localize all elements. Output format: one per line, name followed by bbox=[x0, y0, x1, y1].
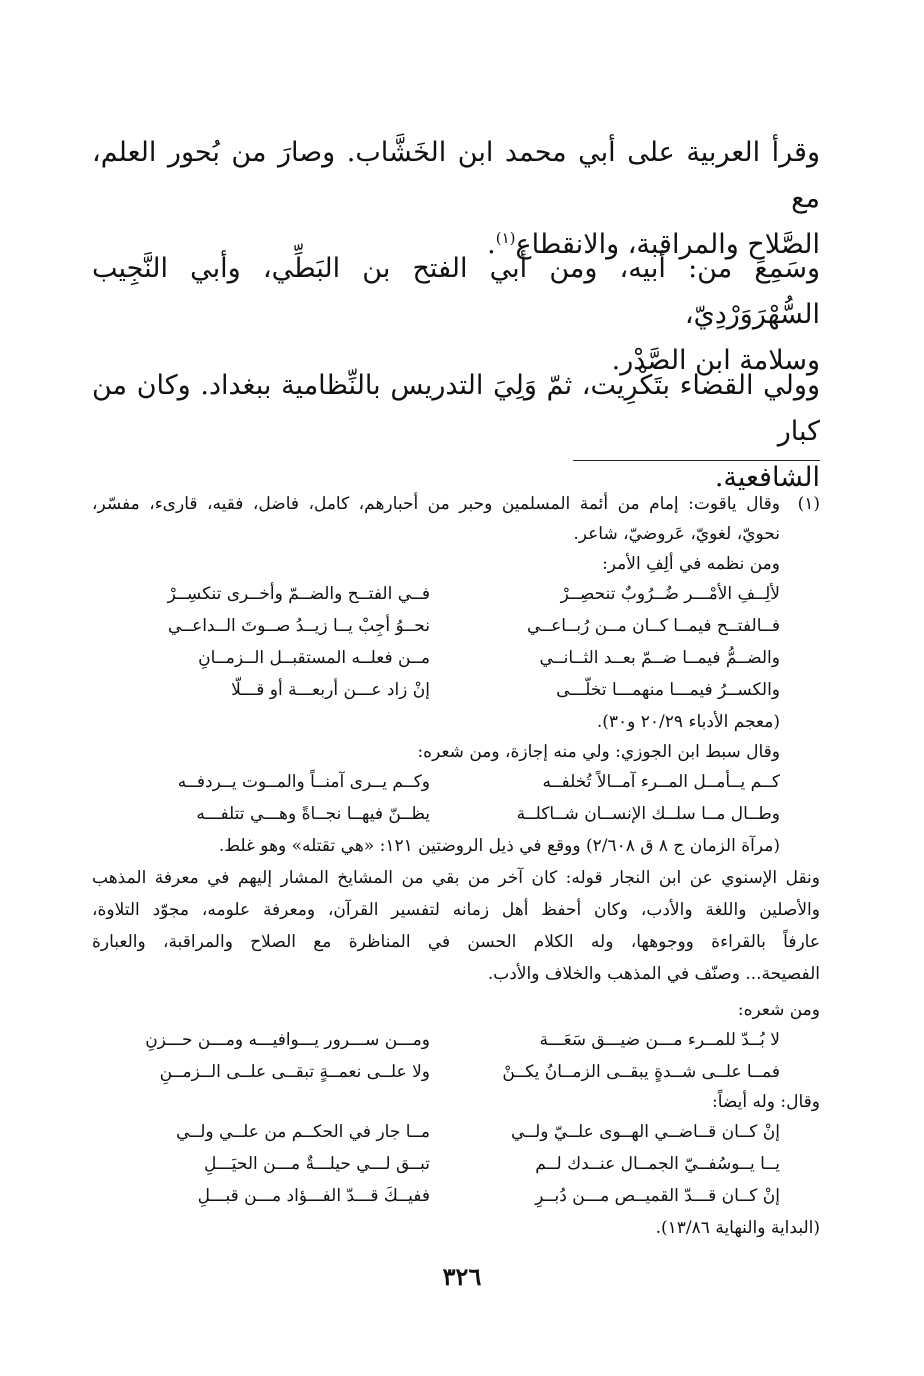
paragraph-1-line-1: وقرأ العربية على أبي محمد ابن الخَشَّاب. وصارَ من بُحور العلم، مع bbox=[92, 137, 820, 214]
source-citation-1: (معجم الأدباء ٢٠/٢٩ و٣٠). bbox=[596, 712, 780, 732]
verse-hemistich-left: وكــم يــرى آمنــاً والمــوت يــردفــه bbox=[177, 772, 430, 792]
verse-hemistich-left: نحــوُ أجِبْ يــا زيــدُ صــوتَ الــداعــي bbox=[167, 616, 430, 636]
verse-hemistich-right: إنْ كــان قـــدّ القميــص مـــن دُبــرِ bbox=[535, 1186, 780, 1206]
verse-3-2 bbox=[140, 1062, 780, 1090]
verse-hemistich-left: ففيــكَ قـــدّ الفـــؤاد مـــن قبـــلِ bbox=[197, 1186, 430, 1206]
verse-hemistich-left: فــي الفتــح والضــمّ وأخــرى تنكسِــرْ bbox=[167, 584, 430, 604]
verse-hemistich-right: لا بُــدّ للمــرء مـــن ضيـــق سَعَـــة bbox=[539, 1030, 780, 1050]
footnote-line-8: عارفاً بالقراءة ووجوهها، وله الكلام الحسن في المناظرة مع الصلاح والمراقبة، والعبارة bbox=[92, 932, 820, 952]
verse-hemistich-right: وطــال مــا سلــك الإنســان شــاكلــة bbox=[516, 804, 780, 824]
verse-1-2 bbox=[140, 616, 780, 644]
verse-hemistich-right: كــم يــأمــل المــرء آمــالاً تُخلفــه bbox=[542, 772, 780, 792]
footnote-line-11: وقال: وله أيضاً: bbox=[711, 1092, 820, 1112]
verse-hemistich-right: والضــمُّ فيمــا ضــمّ بعــد الثــانــي bbox=[539, 648, 780, 668]
paragraph-3-line-1: وولي القضاء بتَكْرِيت، ثمّ وَلِيَ التدريس بالنِّظامية ببغداد. وكان من كبار bbox=[92, 370, 820, 447]
paragraph-2-line-1: وسَمِعَ من: أبيه، ومن أبي الفتح بن البَطِّي، وأبي النَّجِيب السُّهْرَوَرْدِيّ، bbox=[92, 253, 820, 330]
footnote-line-1: وقال ياقوت: إمام من أئمة المسلمين وحبر من أحبارهم، كامل، فاضل، فقيه، قارىء، مفسّر، bbox=[92, 494, 780, 514]
verse-hemistich-left: إنْ زاد عـــن أربعـــة أو قـــلّا bbox=[231, 680, 430, 700]
verse-2-1 bbox=[140, 772, 780, 800]
verse-hemistich-left: مــا جار في الحكــم من علــي ولــي bbox=[176, 1122, 430, 1142]
verse-1-1 bbox=[140, 584, 780, 612]
footnote-divider bbox=[573, 460, 820, 461]
page-number: ٣٢٦ bbox=[442, 1262, 482, 1291]
footnote-marker: (١) bbox=[797, 494, 820, 514]
verse-2-2 bbox=[140, 804, 780, 832]
source-citation-2: (البداية والنهاية ١٣/٨٦). bbox=[655, 1218, 820, 1238]
verse-hemistich-right: فمــا علــى شــدةٍ يبقــى الزمــانُ يكــنْ bbox=[502, 1062, 780, 1082]
verse-hemistich-left: تبــق لـــي حيلـــةٌ مـــن الحيَـــلِ bbox=[203, 1154, 430, 1174]
verse-4-2 bbox=[140, 1154, 780, 1182]
footnote-line-7: والأصلين واللغة والأدب، وكان أحفظ أهل زمانه لتفسير القرآن، ومعرفة علومه، مجوّد التلاوة، bbox=[92, 900, 820, 920]
verse-hemistich-right: فــالفتــح فيمــا كــان مــن رُبــاعــي bbox=[526, 616, 780, 636]
verse-1-3 bbox=[140, 648, 780, 676]
verse-hemistich-right: والكســرُ فيمـــا منهمـــا تخلّـــى bbox=[556, 680, 780, 700]
paragraph-2-line-2: وسلامة ابن الصَّدْر. bbox=[611, 345, 820, 376]
verse-4-1 bbox=[140, 1122, 780, 1150]
paragraph-3-line-2: الشافعية. bbox=[714, 462, 820, 493]
verse-hemistich-right: يــا يــوسُفــيّ الجمــال عنــدك لــم bbox=[535, 1154, 780, 1174]
verse-hemistich-right: لألِــفِ الأمْـــر ضُــرُوبٌ تنحصِــرْ bbox=[560, 584, 780, 604]
footnote-reference[interactable]: (١) bbox=[495, 229, 516, 247]
footnote-line-4: وقال سبط ابن الجوزي: ولي منه إجازة، ومن شعره: bbox=[417, 742, 780, 762]
verse-4-3 bbox=[140, 1186, 780, 1214]
footnote-line-2: نحويّ، لغويّ، عَروضيّ، شاعر. bbox=[573, 524, 780, 544]
verse-hemistich-left: مــن فعلــه المستقبــل الــزمــانِ bbox=[198, 648, 430, 668]
verse-hemistich-right: إنْ كــان قــاضــي الهــوى علــيّ ولــي bbox=[511, 1122, 780, 1142]
verse-1-4 bbox=[140, 680, 780, 708]
verse-hemistich-left: ولا علــى نعمــةٍ تبقــى علــى الــزمــنِ bbox=[159, 1062, 430, 1082]
footnote-line-9: الفصيحة... وصنّف في المذهب والخلاف والأدب. bbox=[487, 964, 820, 984]
footnote-line-6: ونقل الإسنوي عن ابن النجار قوله: كان آخر من بقي من المشايخ المشار إليهم في معرفة المذهب bbox=[92, 868, 820, 888]
verse-hemistich-left: ومـــن ســـرور يـــوافيـــه ومـــن حـــزنِ bbox=[145, 1030, 430, 1050]
paragraph-1-line-2: الصَّلاح والمراقبة، والانقطاع$^{(١)}$. bbox=[487, 229, 820, 260]
footnote-line-10: ومن شعره: bbox=[737, 1000, 820, 1020]
verse-3-1 bbox=[140, 1030, 780, 1058]
footnote-block bbox=[92, 490, 820, 1250]
footnote-line-5: (مرآة الزمان ج ٨ ق ٢/٦٠٨) ووقع في ذيل الروضتين ١٢١: «هي تقتله» وهو غلط. bbox=[218, 836, 780, 856]
footnote-line-3: ومن نظمه في ألِفِ الأمر: bbox=[602, 554, 780, 574]
verse-hemistich-left: يظــنّ فيهــا نجــاةً وهـــي تتلفـــه bbox=[196, 804, 430, 824]
paragraph-3 bbox=[92, 363, 820, 501]
